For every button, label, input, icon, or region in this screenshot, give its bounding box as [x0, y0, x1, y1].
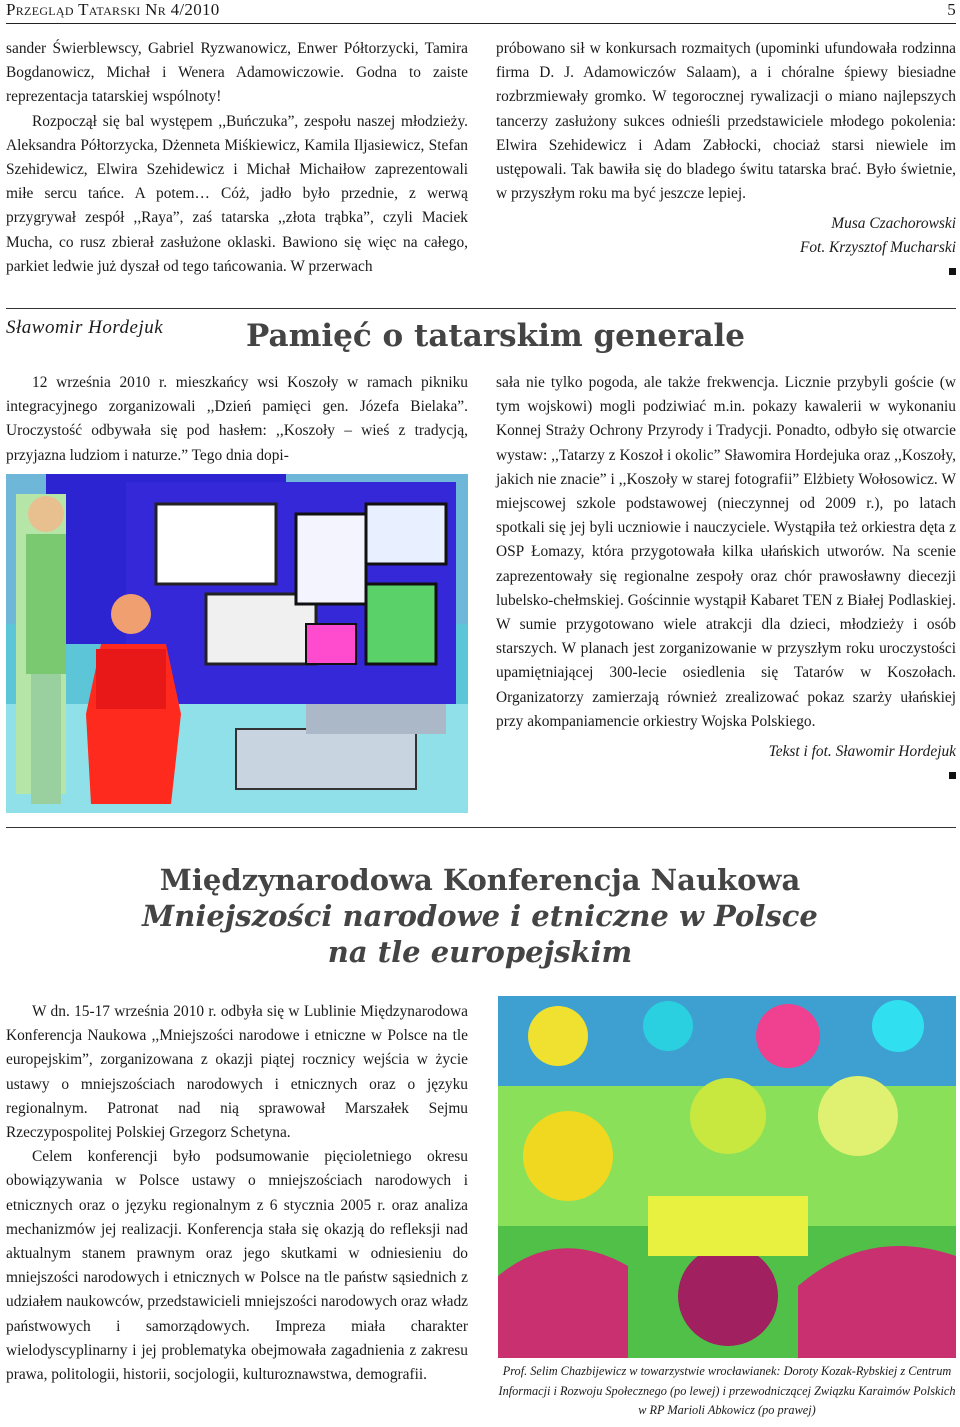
paragraph: Rozpoczął się bal występem ,,Buńczuka”, zespołu naszej młodzieży. Aleksandra Półtorzycka, Dżenneta Miśkiewicz, Kamila Iljasiewicz, Stefan Szehidewicz, Elwira Szehidewicz i Michał Michaiłow zaprezentowali miłe sercu tańce. A potem… Cóż, jadło było przednie, z werwą przygrywał zespół ,,Raya”, zaś tatarska ,,złota trąbka”, czyli Maciek Mucha, co rusz zbierał zasłużone oklaski. Bawiono się więc na całego, parkiet ledwie już dyszał od tego tańcowania. W przerwach [6, 112, 468, 275]
header-rule [6, 23, 956, 24]
article1-right-column [496, 37, 956, 275]
paragraph: próbowano sił w konkursach rozmaitych (upominki ufundowała rodzinna firma D. J. Adamowiczów Salaam), a i chóralne śpiewy biesiadne rozbrzmiewały gromko. W tegorocznej rywalizacji o miano najlepszych tancerzy zasłużony sukces odnieśli przedstawiciele młodego pokolenia: Elwira Szehidewicz i Adam Zabłocki, chociaż starsi niewiele im ustępowali. Tak bawiła się do bladego świtu tatarska brać. Było świetnie, w przyszłym roku ma być jeszcze lepiej. [496, 40, 956, 203]
article3-title-line1: Międzynarodowa Konferencja Naukowa [159, 863, 801, 897]
running-header [6, 0, 956, 22]
publication-title: Przegląd Tatarski Nr 4/2010 [6, 0, 220, 19]
paragraph: Celem konferencji było podsumowanie pięcioletniego okresu obowiązywania w Polsce ustawy o mniejszościach narodowych i etnicznych oraz o języku regionalnym z 6 stycznia 2005 r. oraz analiza mechanizmów jej realizacji. Konferencja stała się okazją do refleksji nad aktualnym stanem prawnym oraz jego skutkami w odniesieniu do mniejszości narodowych i etnicznych w Polsce na tle państw sąsiednich z udziałem naukowców, przedstawicieli mniejszości narodowych oraz władz państwowych i samorządowych. Impreza miała charakter wielodyscyplinarny i jej problematyka obejmowała zagadnienia z zakresu prawa, politologii, historii, socjologii, kulturoznawstwa, demografii. [6, 1148, 468, 1384]
end-mark [949, 772, 956, 779]
conference-photo [498, 996, 956, 1358]
festival-photo-image [6, 474, 468, 813]
article3-title-line3: na tle europejskim [327, 935, 633, 969]
page-number: 5 [947, 0, 956, 19]
section-divider [6, 827, 956, 828]
article3-title-line2: Mniejszości narodowe i etniczne w Polsce [142, 899, 818, 933]
paragraph: 12 września 2010 r. mieszkańcy wsi Koszoły w ramach pikniku integracyjnego zorganizowali ,,Dzień pamięci gen. Józefa Bielaka”. Uroczystość odbywała się pod hasłem: ,,Koszoły – wieś z tradycją, przyjazna ludziom i naturze.” Tego dnia dopi- [6, 374, 468, 464]
article3-column [6, 1000, 468, 1387]
conference-photo-caption: Prof. Selim Chazbijewicz w towarzystwie wrocławianek: Doroty Kozak-Rybskiej z Centrum Informacji i Rozwoju Społecznego (po lewej) i przewodniczącej Związku Karaimów Polskich w RP Marioli Abkowicz (po prawej) [498, 1364, 956, 1417]
paragraph: W dn. 15-17 września 2010 r. odbyła się w Lublinie Międzynarodowa Konferencja Naukowa ,,Mniejszości narodowe i etniczne w Polsce na tle europejskim”, zorganizowana z okazji piątej rocznicy wejścia w życie ustawy o mniejszościach narodowych i etnicznych oraz o języku regionalnym. Patronat nad nią sprawował Marszałek Sejmu Rzeczypospolitej Polskiej Grzegorz Schetyna. [6, 1003, 468, 1142]
article2-right-column [496, 371, 956, 779]
festival-photo [6, 474, 468, 813]
signature-photo: Fot. Krzysztof Mucharski [799, 239, 956, 257]
article2-author: Sławomir Hordejuk [6, 317, 164, 338]
conference-photo-image [498, 996, 956, 1358]
section-divider [6, 308, 956, 309]
article2-signature: Tekst i fot. Sławomir Hordejuk [768, 743, 956, 761]
end-mark [949, 268, 956, 275]
article2-left-column [6, 371, 468, 468]
paragraph: sała nie tylko pogoda, ale także frekwencja. Licznie przybyli goście (w tym wojskowi) mogli podziwiać m.in. pokazy kawalerii w wykonaniu Konnej Straży Ochrony Przyrody i Tradycji. Ponadto, odbyło się otwarcie wystaw: ,,Tatarzy z Koszoł i okolic” Sławomira Hordejuka oraz ,,Koszoły, jakich nie znacie” i ,,Koszoły w starej fotografii” Elżbiety Wołosowicz. W miejscowej szkole podstawowej (nieczynnej od 2009 r.), po latach spotkali się jej byli uczniowie i nauczyciele. Wystąpiła też orkiestra dęta z OSP Łomazy, która przygotowała kilka ułańskich utworów. Na scenie zaprezentowały się regionalne zespoły oraz chór prawosławny diecezji lubelsko-chełmskiej. Gościnnie wystąpił Kabaret TEN z Białej Podlaskiej. W sumie przygotowano wiele atrakcji dla dzieci, młodzieży i osób starszych. W planach jest zorganizowanie w przyszłym roku uroczystości upamiętniającej 300-lecie osiedlenia się Tatarów w Koszołach. Organizatorzy zamierzają również zrealizować pokaz szarży ułańskiej przy akompaniamencie orkiestry Wojska Polskiego. [496, 374, 956, 730]
article2-title: Pamięć o tatarskim generale [246, 318, 746, 354]
signature-author: Musa Czachorowski [831, 215, 956, 233]
article1-left-column [6, 37, 468, 279]
paragraph: sander Świerblewscy, Gabriel Ryzwanowicz, Enwer Półtorzycki, Tamira Bogdanowicz, Michał i Wenera Adamowiczowie. Godna to zaiste reprezentacja tatarskiej wspólnoty! [6, 40, 468, 106]
